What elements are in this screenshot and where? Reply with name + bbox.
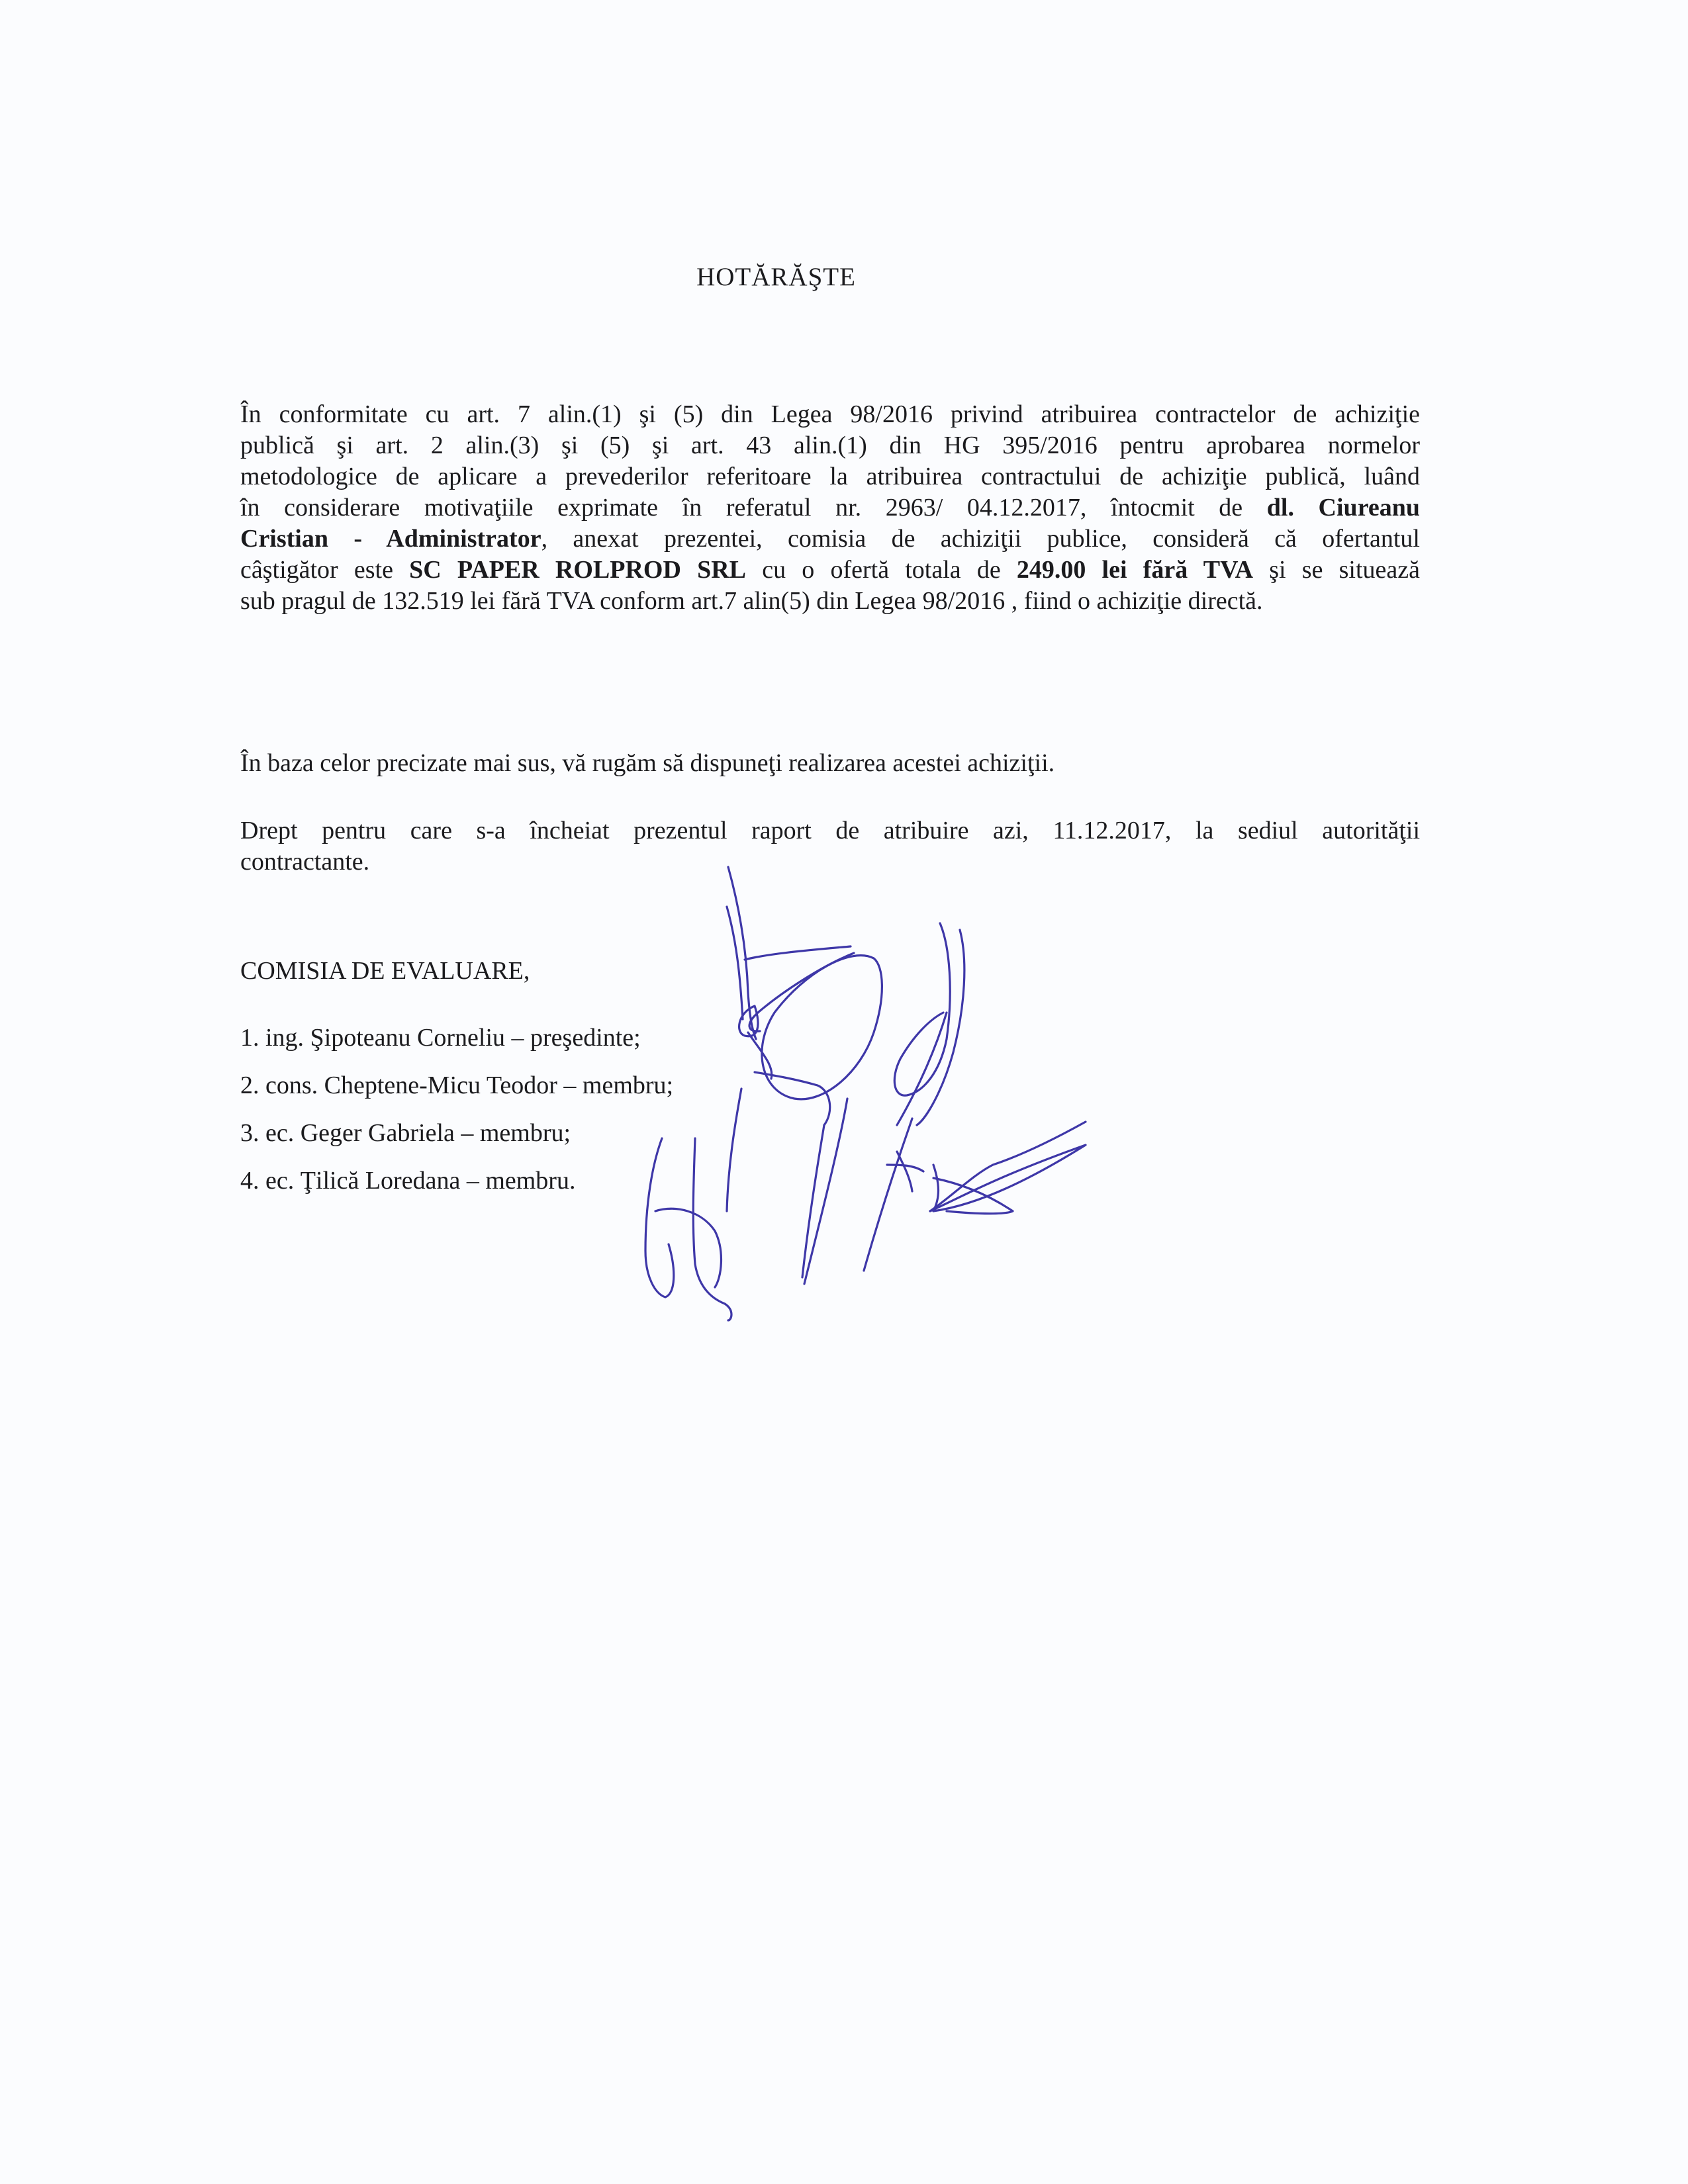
paragraph-text: câştigător este bbox=[240, 556, 410, 584]
commission-members bbox=[240, 1023, 673, 1213]
bold-name: dl. Ciureanu bbox=[1266, 494, 1421, 522]
paragraph-text: , anexat prezentei, comisia de achiziţii publice, consideră că ofertantul bbox=[541, 525, 1420, 553]
paragraph-closing bbox=[240, 815, 1420, 878]
paragraph-line: publică şi art. 2 alin.(3) şi (5) şi art. 43 alin.(1) din HG 395/2016 pentru aprobarea normelor bbox=[240, 432, 1420, 459]
paragraph-line bbox=[240, 555, 1420, 586]
paragraph-text: în considerare motivaţiile exprimate în referatul nr. 2963/ 04.12.2017, întocmit de bbox=[240, 494, 1243, 522]
paragraph-line bbox=[240, 492, 1420, 523]
paragraph-award-decision bbox=[240, 399, 1420, 617]
paragraph-line: În conformitate cu art. 7 alin.(1) şi (5) din Legea 98/2016 privind atribuirea contractelor de achiziţie bbox=[240, 400, 1420, 428]
paragraph-line: contractante. bbox=[240, 848, 370, 876]
bold-amount: 249.00 lei fără TVA bbox=[1016, 556, 1254, 584]
document-heading: HOTĂRĂŞTE bbox=[696, 263, 856, 291]
member-item: 3. ec. Geger Gabriela – membru; bbox=[240, 1119, 571, 1147]
paragraph-line: metodologice de aplicare a prevederilor referitoare la atribuirea contractului de achiziţie publică, luând bbox=[240, 463, 1420, 490]
commission-title: COMISIA DE EVALUARE, bbox=[240, 957, 530, 985]
member-item: 2. cons. Cheptene-Micu Teodor – membru; bbox=[240, 1071, 674, 1099]
paragraph-line: În baza celor precizate mai sus, vă rugăm să dispuneţi realizarea acestei achiziţii. bbox=[240, 749, 1055, 777]
paragraph-request bbox=[240, 748, 1420, 779]
member-item: 4. ec. Ţilică Loredana – membru. bbox=[240, 1167, 576, 1195]
bold-company: SC PAPER ROLPROD SRL bbox=[409, 556, 747, 584]
paragraph-text: cu o ofertă totala de bbox=[746, 556, 1017, 584]
member-item: 1. ing. Şipoteanu Corneliu – preşedinte; bbox=[240, 1024, 641, 1052]
paragraph-text: şi se situează bbox=[1253, 556, 1420, 584]
paragraph-line: Drept pentru care s-a încheiat prezentul raport de atribuire azi, 11.12.2017, la sediul autorităţii bbox=[240, 817, 1420, 844]
paragraph-line: sub pragul de 132.519 lei fără TVA conform art.7 alin(5) din Legea 98/2016 , fiind o achiziţie directă. bbox=[240, 587, 1263, 615]
bold-role: Cristian - Administrator bbox=[240, 525, 541, 553]
signature-strokes bbox=[645, 867, 1086, 1320]
paragraph-line bbox=[240, 523, 1420, 555]
